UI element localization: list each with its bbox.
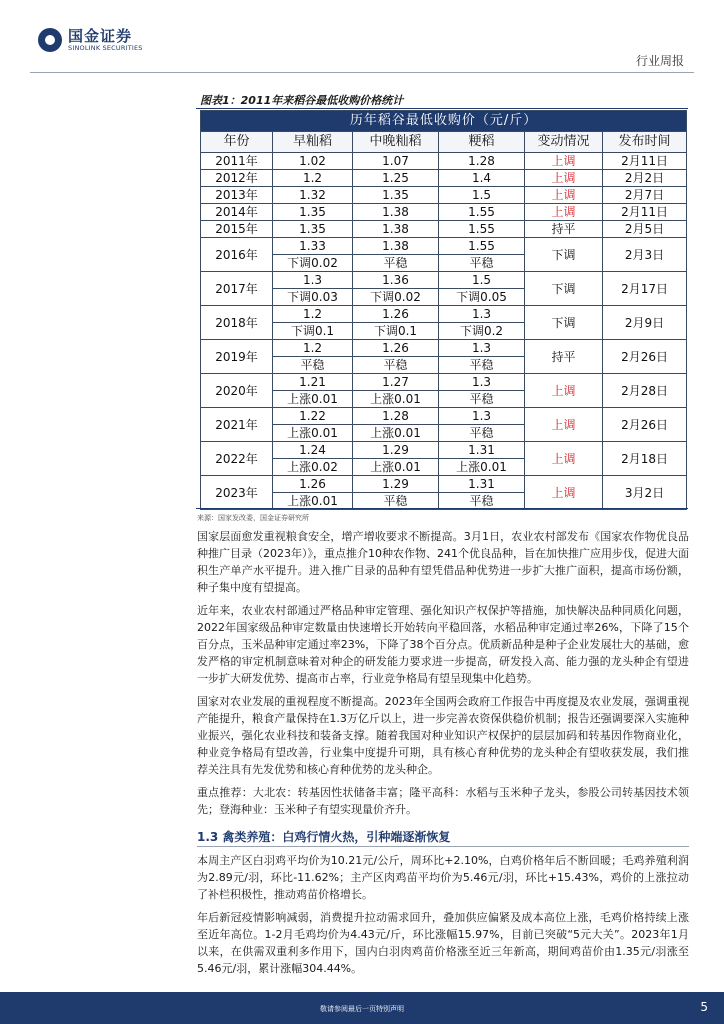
table-header-row bbox=[201, 132, 687, 153]
table-row bbox=[201, 442, 687, 459]
cell-year: 2022年 bbox=[201, 442, 273, 476]
cell-change: 上调 bbox=[525, 204, 603, 221]
cell-japonica: 1.28 bbox=[439, 153, 525, 170]
cell-early-delta: 下调0.02 bbox=[273, 255, 353, 272]
cell-early-indica: 1.02 bbox=[273, 153, 353, 170]
cell-japonica: 1.55 bbox=[439, 204, 525, 221]
section-heading: 1.3 禽类养殖：白鸡行情火热，引种端逐渐恢复 bbox=[197, 830, 451, 844]
cell-year: 2016年 bbox=[201, 238, 273, 272]
cell-date: 3月2日 bbox=[603, 476, 687, 510]
col-mid-late-indica: 中晚籼稻 bbox=[353, 132, 439, 153]
cell-mid-late-indica: 1.38 bbox=[353, 238, 439, 255]
cell-early-indica: 1.35 bbox=[273, 221, 353, 238]
cell-japonica-delta: 下调0.05 bbox=[439, 289, 525, 306]
cell-mid-delta: 平稳 bbox=[353, 357, 439, 374]
paragraph-5: 本周主产区白羽鸡平均价为10.21元/公斤，周环比+2.10%，白鸡价格年后不断回暖；毛鸡养殖利润为2.89元/羽，环比-11.62%；主产区肉鸡苗平均价为5.46元/羽，环比+15.43%，鸡价的上涨拉动了补栏积极性，推动鸡苗价格增长。 bbox=[197, 854, 689, 901]
logo-en: SINOLINK SECURITIES bbox=[68, 44, 143, 52]
cell-mid-late-indica: 1.38 bbox=[353, 204, 439, 221]
cell-early-indica: 1.2 bbox=[273, 340, 353, 357]
cell-year: 2019年 bbox=[201, 340, 273, 374]
cell-change: 上调 bbox=[525, 170, 603, 187]
cell-japonica: 1.3 bbox=[439, 306, 525, 323]
cell-mid-delta: 下调0.02 bbox=[353, 289, 439, 306]
cell-mid-late-indica: 1.35 bbox=[353, 187, 439, 204]
cell-year: 2011年 bbox=[201, 153, 273, 170]
cell-japonica: 1.3 bbox=[439, 340, 525, 357]
cell-year: 2020年 bbox=[201, 374, 273, 408]
cell-mid-delta: 上涨0.01 bbox=[353, 459, 439, 476]
cell-mid-late-indica: 1.27 bbox=[353, 374, 439, 391]
cell-date: 2月11日 bbox=[603, 153, 687, 170]
cell-year: 2015年 bbox=[201, 221, 273, 238]
cell-mid-delta: 平稳 bbox=[353, 255, 439, 272]
cell-change: 上调 bbox=[525, 153, 603, 170]
footer-disclaimer: 敬请参阅最后一页特别声明 bbox=[320, 1005, 404, 1013]
page-header bbox=[0, 0, 724, 76]
cell-mid-late-indica: 1.26 bbox=[353, 340, 439, 357]
logo-icon bbox=[38, 28, 62, 52]
figure-source: 来源：国家发改委，国金证券研究所 bbox=[197, 514, 309, 522]
cell-early-indica: 1.2 bbox=[273, 306, 353, 323]
figure-top-rule bbox=[196, 108, 688, 109]
cell-change: 持平 bbox=[525, 221, 603, 238]
cell-date: 2月5日 bbox=[603, 221, 687, 238]
cell-mid-late-indica: 1.26 bbox=[353, 306, 439, 323]
paragraph-6: 年后新冠疫情影响减弱，消费提升拉动需求回升，叠加供应偏紧及成本高位上涨，毛鸡价格持续上涨至近年高位。1-2月毛鸡均价为4.43元/斤，环比涨幅15.97%，目前已突破“5元大关”。2023年1月以来，在供需双重利多作用下，国内白羽肉鸡苗价格涨至近三年新高，期间鸡苗价由1.35元/羽涨至5.46元/羽，累计涨幅304.44%。 bbox=[197, 911, 689, 975]
cell-change: 下调 bbox=[525, 306, 603, 340]
cell-date: 2月9日 bbox=[603, 306, 687, 340]
cell-year: 2012年 bbox=[201, 170, 273, 187]
cell-early-indica: 1.24 bbox=[273, 442, 353, 459]
cell-early-delta: 平稳 bbox=[273, 357, 353, 374]
cell-early-indica: 1.3 bbox=[273, 272, 353, 289]
table-row bbox=[201, 306, 687, 323]
cell-change: 持平 bbox=[525, 340, 603, 374]
cell-mid-late-indica: 1.38 bbox=[353, 221, 439, 238]
cell-early-indica: 1.33 bbox=[273, 238, 353, 255]
cell-mid-late-indica: 1.36 bbox=[353, 272, 439, 289]
table-row bbox=[201, 238, 687, 255]
cell-date: 2月18日 bbox=[603, 442, 687, 476]
cell-early-indica: 1.22 bbox=[273, 408, 353, 425]
cell-japonica: 1.5 bbox=[439, 272, 525, 289]
cell-year: 2013年 bbox=[201, 187, 273, 204]
cell-mid-late-indica: 1.25 bbox=[353, 170, 439, 187]
cell-mid-late-indica: 1.29 bbox=[353, 442, 439, 459]
body-lower bbox=[197, 852, 689, 983]
table-row bbox=[201, 340, 687, 357]
cell-change: 上调 bbox=[525, 476, 603, 510]
cell-early-delta: 上涨0.01 bbox=[273, 425, 353, 442]
col-date: 发布时间 bbox=[603, 132, 687, 153]
cell-change: 上调 bbox=[525, 374, 603, 408]
cell-japonica-delta: 平稳 bbox=[439, 391, 525, 408]
cell-mid-delta: 上涨0.01 bbox=[353, 425, 439, 442]
cell-early-indica: 1.2 bbox=[273, 170, 353, 187]
table-row bbox=[201, 374, 687, 391]
cell-year: 2014年 bbox=[201, 204, 273, 221]
table-row bbox=[201, 476, 687, 493]
cell-mid-delta: 平稳 bbox=[353, 493, 439, 510]
table-row bbox=[201, 272, 687, 289]
paragraph-2: 近年来，农业农村部通过严格品种审定管理、强化知识产权保护等措施，加快解决品种同质化问题，2022年国家级品种审定数量由快速增长开始转向平稳回落，水稻品种审定通过率26%，下降了15个百分点，玉米品种审定通过率23%，下降了38个百分点。优质新品种是种子企业发展壮大的基础，愈发严格的审定机制意味着对种企的研发能力要求进一步提高，研发投入高、能力强的龙头种企有望进一步扩大研发优势、提高市占率，行业竞争格局有望呈现集中化趋势。 bbox=[197, 604, 689, 685]
cell-date: 2月17日 bbox=[603, 272, 687, 306]
cell-date: 2月26日 bbox=[603, 340, 687, 374]
paragraph-1: 国家层面愈发重视粮食安全，增产增收要求不断提高。3月1日，农业农村部发布《国家农作物优良品种推广目录（2023年）》，重点推介10种农作物、241个优良品种，旨在加快推广应用步伐，促进大面积生产单产水平提升。进入推广目录的品种有望凭借品种优势进一步扩大推广面积，提高市场份额，种子集中度有望提高。 bbox=[197, 530, 689, 594]
table-row bbox=[201, 408, 687, 425]
cell-mid-late-indica: 1.28 bbox=[353, 408, 439, 425]
header-divider bbox=[30, 72, 694, 73]
figure-title: 图表1：2011年来稻谷最低收购价格统计 bbox=[200, 94, 404, 107]
col-japonica: 粳稻 bbox=[439, 132, 525, 153]
cell-date: 2月7日 bbox=[603, 187, 687, 204]
cell-japonica-delta: 平稳 bbox=[439, 357, 525, 374]
table-row bbox=[201, 221, 687, 238]
cell-mid-late-indica: 1.29 bbox=[353, 476, 439, 493]
cell-japonica-delta: 平稳 bbox=[439, 255, 525, 272]
cell-year: 2021年 bbox=[201, 408, 273, 442]
paragraph-3: 国家对农业发展的重视程度不断提高。2023年全国两会政府工作报告中再度提及农业发展，强调重视产能提升，粮食产量保持在1.3万亿斤以上，进一步完善农资保供稳价机制；报告还强调要深入实施种业振兴，强化农业科技和装备支撑。随着我国对种业知识产权保护的层层加码和转基因作物商业化，种业竞争格局有望改善，行业集中度提升可期，具有核心育种优势的龙头种企有望收获发展，我们推荐关注具有先发优势和核心育种优势的龙头种企。 bbox=[197, 695, 689, 776]
price-table bbox=[200, 110, 687, 510]
cell-change: 下调 bbox=[525, 272, 603, 306]
cell-japonica: 1.55 bbox=[439, 238, 525, 255]
cell-early-indica: 1.35 bbox=[273, 204, 353, 221]
cell-japonica: 1.3 bbox=[439, 374, 525, 391]
cell-date: 2月3日 bbox=[603, 238, 687, 272]
logo-cn: 国金证券 bbox=[68, 27, 133, 45]
cell-mid-delta: 上涨0.01 bbox=[353, 391, 439, 408]
cell-japonica-delta: 下调0.2 bbox=[439, 323, 525, 340]
col-early-indica: 早籼稻 bbox=[273, 132, 353, 153]
cell-japonica-delta: 平稳 bbox=[439, 493, 525, 510]
cell-early-delta: 上涨0.02 bbox=[273, 459, 353, 476]
report-type: 行业周报 bbox=[635, 54, 684, 68]
cell-early-delta: 上涨0.01 bbox=[273, 493, 353, 510]
company-logo bbox=[38, 28, 143, 52]
table-title: 历年稻谷最低收购价（元/斤） bbox=[201, 111, 687, 132]
cell-japonica: 1.55 bbox=[439, 221, 525, 238]
col-year: 年份 bbox=[201, 132, 273, 153]
page-number: 5 bbox=[700, 1000, 708, 1014]
body-upper bbox=[197, 528, 689, 824]
cell-year: 2018年 bbox=[201, 306, 273, 340]
cell-early-indica: 1.21 bbox=[273, 374, 353, 391]
cell-change: 上调 bbox=[525, 442, 603, 476]
cell-japonica: 1.31 bbox=[439, 442, 525, 459]
cell-date: 2月2日 bbox=[603, 170, 687, 187]
cell-japonica-delta: 平稳 bbox=[439, 425, 525, 442]
paragraph-4: 重点推荐：大北农：转基因性状储备丰富；隆平高科：水稻与玉米种子龙头，参股公司转基因技术领先；登海种业：玉米种子有望实现量价齐升。 bbox=[197, 786, 689, 816]
cell-date: 2月26日 bbox=[603, 408, 687, 442]
cell-early-indica: 1.26 bbox=[273, 476, 353, 493]
cell-early-delta: 下调0.1 bbox=[273, 323, 353, 340]
cell-year: 2023年 bbox=[201, 476, 273, 510]
table-row bbox=[201, 187, 687, 204]
cell-change: 上调 bbox=[525, 408, 603, 442]
table-row bbox=[201, 204, 687, 221]
cell-year: 2017年 bbox=[201, 272, 273, 306]
cell-japonica: 1.3 bbox=[439, 408, 525, 425]
cell-date: 2月28日 bbox=[603, 374, 687, 408]
cell-mid-late-indica: 1.07 bbox=[353, 153, 439, 170]
cell-early-indica: 1.32 bbox=[273, 187, 353, 204]
cell-japonica-delta: 上涨0.01 bbox=[439, 459, 525, 476]
cell-change: 上调 bbox=[525, 187, 603, 204]
col-change: 变动情况 bbox=[525, 132, 603, 153]
table-row bbox=[201, 153, 687, 170]
table-row bbox=[201, 170, 687, 187]
section-rule bbox=[197, 846, 689, 847]
cell-japonica: 1.5 bbox=[439, 187, 525, 204]
cell-early-delta: 上涨0.01 bbox=[273, 391, 353, 408]
cell-early-delta: 下调0.03 bbox=[273, 289, 353, 306]
cell-change: 下调 bbox=[525, 238, 603, 272]
cell-japonica: 1.4 bbox=[439, 170, 525, 187]
cell-japonica: 1.31 bbox=[439, 476, 525, 493]
cell-mid-delta: 下调0.1 bbox=[353, 323, 439, 340]
cell-date: 2月11日 bbox=[603, 204, 687, 221]
figure-bottom-rule bbox=[196, 508, 688, 509]
